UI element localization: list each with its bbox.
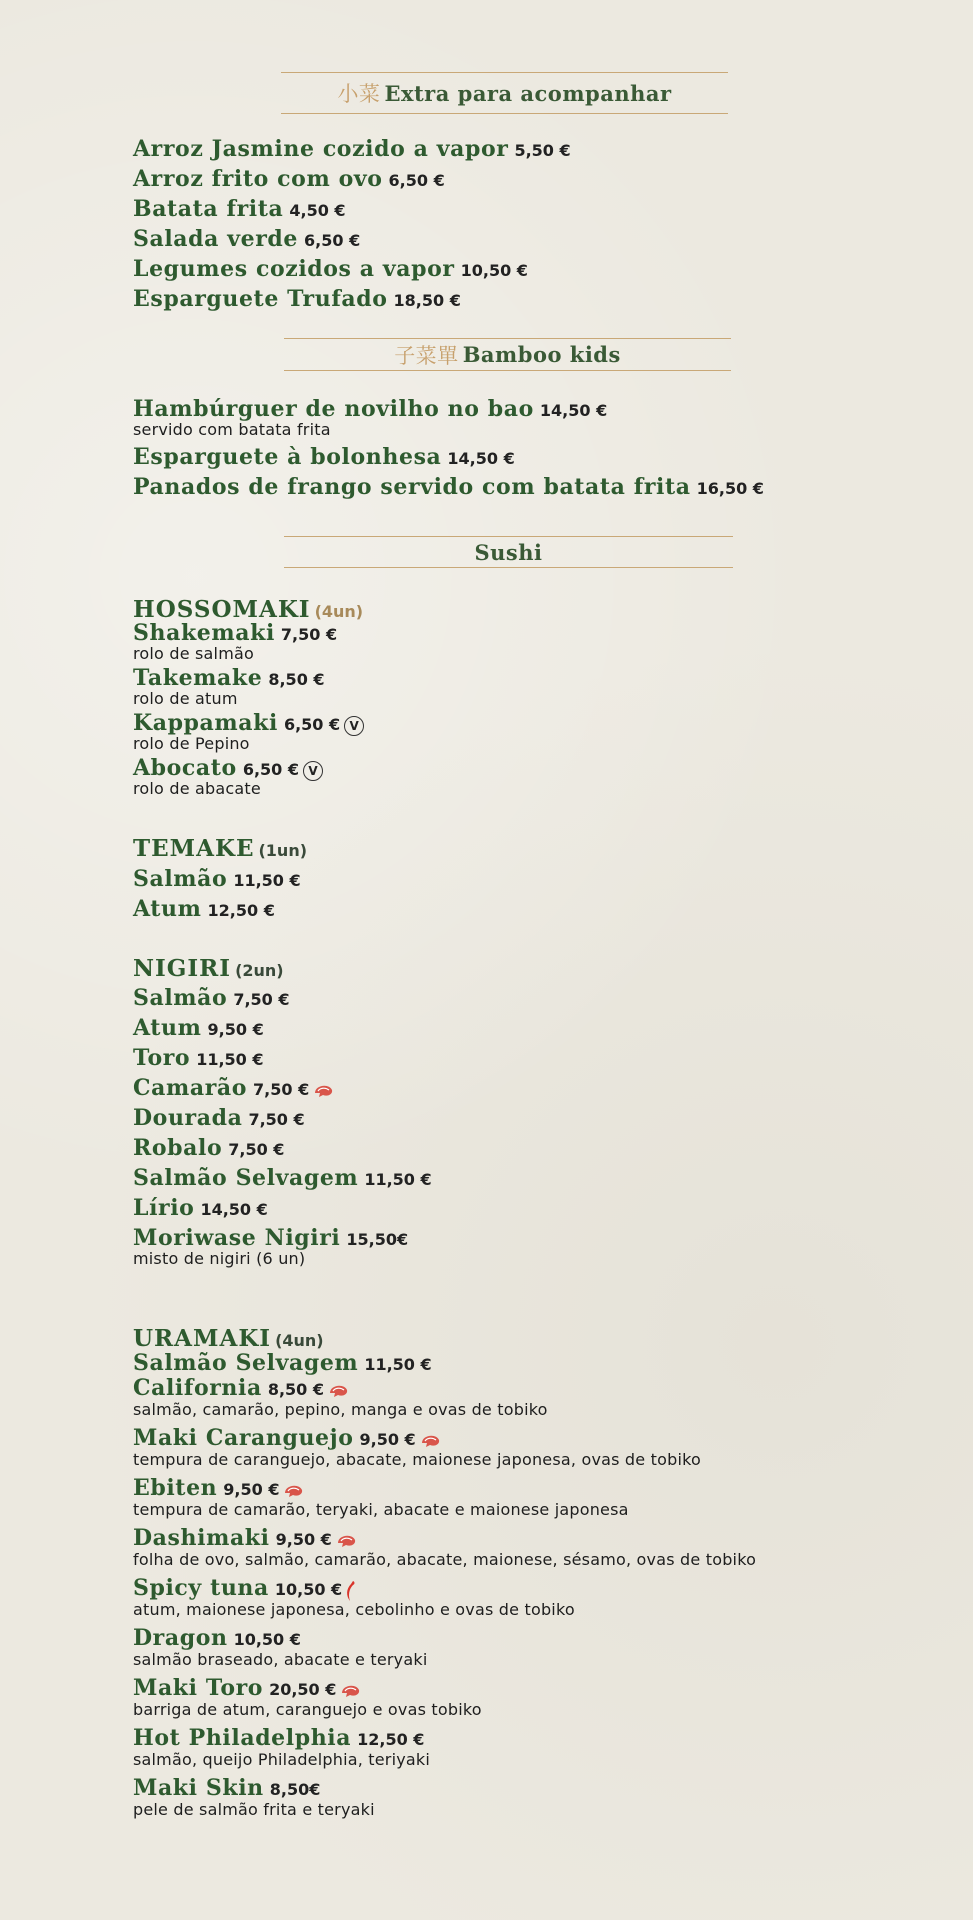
item-description: salmão, camarão, pepino, manga e ovas de tobiko (133, 1400, 548, 1419)
list-item: Salmão 7,50 € (133, 985, 290, 1011)
item-description: atum, maionese japonesa, cebolinho e ovas de tobiko (133, 1600, 575, 1619)
list-item: Salmão Selvagem 11,50 € (133, 1165, 432, 1191)
list-item: Ebiten 9,50 € (133, 1477, 756, 1502)
uramaki-list (133, 1327, 756, 1827)
chili-icon (345, 1580, 357, 1602)
hossomaki-list (133, 598, 364, 802)
section-header-extra (281, 72, 728, 114)
list-item: Arroz frito com ovo 6,50 € (133, 166, 445, 192)
list-item: Takemake 8,50 € (133, 665, 325, 691)
list-item: Camarão 7,50 € (133, 1077, 432, 1107)
list-item: Shakemaki 7,50 € (133, 620, 338, 646)
list-item: Moriwase Nigiri 15,50€ (133, 1225, 409, 1251)
nigiri-list (133, 957, 432, 1272)
item-description: barriga de atum, caranguejo e ovas tobiko (133, 1700, 482, 1719)
section-header-sushi (284, 536, 733, 568)
list-item: Maki Skin 8,50€ (133, 1775, 321, 1801)
category-heading: TEMAKE (1un) (133, 835, 308, 862)
item-description: rolo de atum (133, 689, 238, 708)
list-item: Legumes cozidos a vapor 10,50 € (133, 256, 528, 282)
item-description: rolo de Pepino (133, 734, 250, 753)
item-description: rolo de salmão (133, 644, 254, 663)
list-item: Toro 11,50 € (133, 1045, 264, 1071)
extra-cjk: 小菜 (337, 82, 381, 106)
list-item: Batata frita 4,50 € (133, 196, 346, 222)
list-item: Lírio 14,50 € (133, 1195, 268, 1221)
list-item: Esparguete à bolonhesa 14,50 € (133, 444, 515, 470)
item-description: misto de nigiri (6 un) (133, 1249, 306, 1268)
list-item: Salmão 11,50 € (133, 866, 301, 892)
list-item: Salada verde 6,50 € (133, 226, 361, 252)
section-header-kids (284, 338, 731, 371)
list-item: Dourada 7,50 € (133, 1105, 305, 1131)
kids-title: Bamboo kids (462, 342, 621, 367)
list-item: Robalo 7,50 € (133, 1135, 285, 1161)
vegetarian-icon: V (344, 716, 364, 736)
extra-list (133, 138, 571, 318)
extra-title: Extra para acompanhar (384, 80, 672, 106)
item-description: pele de salmão frita e teryaki (133, 1800, 375, 1819)
list-item: Maki Toro 20,50 € (133, 1677, 756, 1702)
item-description: servido com batata frita (133, 420, 331, 439)
list-item: Salmão Selvagem 11,50 € (133, 1350, 432, 1376)
list-item: Esparguete Trufado 18,50 € (133, 286, 461, 312)
list-item: Hambúrguer de novilho no bao 14,50 € (133, 396, 608, 422)
vegetarian-icon: V (303, 761, 323, 781)
shrimp-icon (338, 1681, 362, 1701)
item-description: tempura de camarão, teryaki, abacate e maionese japonesa (133, 1500, 629, 1519)
list-item: Dragon 10,50 € (133, 1625, 301, 1651)
item-description: tempura de caranguejo, abacate, maionese japonesa, ovas de tobiko (133, 1450, 701, 1469)
list-item: Hot Philadelphia 12,50 € (133, 1725, 425, 1751)
shrimp-icon (418, 1431, 442, 1451)
sushi-title: Sushi (474, 539, 543, 565)
list-item: Panados de frango servido com batata frita 16,50 € (133, 474, 764, 500)
list-item: Kappamaki 6,50 € V (133, 712, 364, 736)
temake-list (133, 837, 307, 928)
list-item: Atum 9,50 € (133, 1015, 264, 1041)
shrimp-icon (334, 1531, 358, 1551)
list-item: California 8,50 € (133, 1377, 756, 1402)
shrimp-icon (281, 1481, 305, 1501)
item-description: rolo de abacate (133, 779, 261, 798)
item-description: folha de ovo, salmão, camarão, abacate, maionese, sésamo, ovas de tobiko (133, 1550, 757, 1569)
category-heading: HOSSOMAKI (4un) (133, 596, 364, 623)
kids-cjk: 子菜單 (394, 343, 459, 368)
list-item: Dashimaki 9,50 € (133, 1527, 756, 1552)
category-heading: URAMAKI (4un) (133, 1325, 324, 1352)
shrimp-icon (326, 1381, 350, 1401)
shrimp-icon (311, 1081, 335, 1101)
list-item: Atum 12,50 € (133, 896, 275, 922)
item-description: salmão braseado, abacate e teryaki (133, 1650, 428, 1669)
item-description: salmão, queijo Philadelphia, teriyaki (133, 1750, 431, 1769)
kids-list (133, 398, 764, 506)
list-item: Arroz Jasmine cozido a vapor 5,50 € (133, 136, 571, 162)
category-heading: NIGIRI (2un) (133, 955, 284, 982)
list-item: Maki Caranguejo 9,50 € (133, 1427, 756, 1452)
list-item: Abocato 6,50 € V (133, 757, 364, 781)
list-item: Spicy tuna 10,50 € (133, 1577, 756, 1602)
